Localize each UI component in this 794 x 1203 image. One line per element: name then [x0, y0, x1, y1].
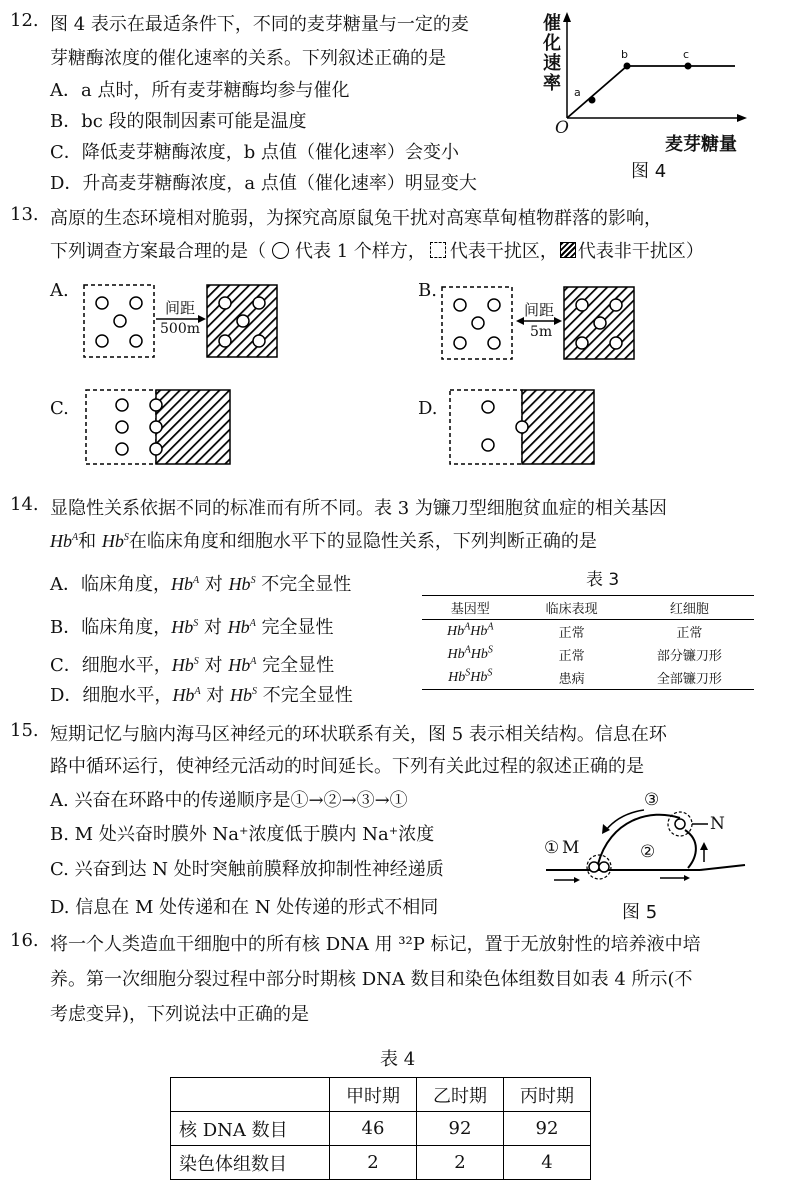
fig5-label-1: ①	[544, 838, 560, 858]
q12-option-b: B．bc 段的限制因素可能是温度	[50, 111, 307, 132]
q14-a-end: 不完全显性	[255, 574, 352, 595]
q14-option-b	[50, 613, 334, 639]
fig5-caption: 图 5	[622, 902, 658, 923]
q13-stem-line1: 高原的生态环境相对脆弱，为探究高原鼠兔干扰对高寒草甸植物群落的影响，	[50, 208, 662, 229]
fig4-caption: 图 4	[631, 161, 667, 182]
table4-cell: 92	[504, 1112, 591, 1146]
q14-number: 14.	[10, 494, 39, 515]
fig5-label-N: N	[710, 814, 725, 834]
q14-option-a	[50, 570, 351, 596]
q14-stem-line2-end: 在临床角度和细胞水平下的显隐性关系，下列判断正确的是	[128, 531, 597, 552]
q14-a-allele1: A	[193, 575, 200, 586]
table3-genotype-cell: $Hb^SHb^S$	[422, 666, 518, 690]
q15-stem-line2: 路中循环运行，使神经元活动的时间延长。下列有关此过程的叙述正确的是	[50, 756, 644, 777]
table-3	[422, 595, 754, 690]
q14-c-allele1: S	[193, 656, 199, 667]
table3-cell: 正常	[558, 649, 585, 664]
q15-option-b: B. M 处兴奋时膜外 Na⁺浓度低于膜内 Na⁺浓度	[50, 824, 435, 845]
table-row	[171, 1146, 591, 1180]
table4-cell: 2	[330, 1146, 417, 1180]
table4-row-label: 染色体组数目	[171, 1146, 330, 1180]
q12-stem-line1: 图 4 表示在最适条件下，不同的麦芽糖量与一定的麦	[50, 14, 469, 35]
legend-circle-text: 代表 1 个样方，	[295, 241, 426, 262]
table-row	[171, 1078, 591, 1112]
q14-c-gene2: Hb	[228, 655, 251, 675]
table-3-caption: 表 3	[586, 570, 620, 590]
q13-option-c-figure	[82, 388, 242, 468]
table4-cell: 2	[417, 1146, 504, 1180]
q13-a-distance-label: 间距	[165, 299, 196, 317]
q13-b-distance-label: 间距	[524, 301, 555, 319]
table3-cell: 正常	[558, 626, 585, 641]
legend-dashed-text: 代表干扰区，	[449, 241, 558, 262]
q14-d-allele1: A	[194, 686, 201, 697]
q14-c-label: C．细胞水平，	[50, 655, 172, 676]
q14-d-end: 不完全显性	[257, 685, 353, 706]
q14-stem-line1: 显隐性关系依据不同的标准而有所不同。表 3 为镰刀型细胞贫血症的相关基因	[50, 498, 667, 519]
q14-a-gene1: Hb	[171, 574, 193, 594]
table3-header-rbc: 红细胞	[625, 596, 754, 620]
q14-option-d	[50, 681, 353, 707]
legend-dashed-icon	[430, 242, 446, 258]
q13-stem-line2-text: 下列调查方案最合理的是（	[50, 241, 266, 262]
table-4	[170, 1077, 591, 1180]
q14-d-allele2: S	[252, 686, 257, 697]
q13-stem-line2	[50, 237, 704, 263]
q15-option-a: A. 兴奋在环路中的传递顺序是①→②→③→①	[50, 790, 408, 811]
table3-genotype-cell: $Hb^AHb^S$	[447, 643, 493, 662]
table3-header-clinical: 临床表现	[518, 596, 624, 620]
fig4-point-c: c	[683, 48, 690, 61]
q14-b-allele2: A	[249, 618, 256, 629]
q16-stem-line1: 将一个人类造血干细胞中的所有核 DNA 用 ³²P 标记，置于无放射性的培养液中培	[50, 934, 701, 955]
q14-a-label: A．临床角度，	[50, 574, 171, 595]
q14-b-allele1: S	[193, 618, 199, 629]
table4-cell: 46	[330, 1112, 417, 1146]
table3-genotype-cell: $Hb^AHb^A$	[446, 620, 494, 639]
table4-row-label: 核 DNA 数目	[171, 1112, 330, 1146]
q14-stem-and: 和	[78, 531, 97, 552]
q16-stem-line2: 养。第一次细胞分裂过程中部分时期核 DNA 数目和染色体组数目如表 4 所示(不	[50, 969, 693, 990]
q15-option-c: C. 兴奋到达 N 处时突触前膜释放抑制性神经递质	[50, 859, 444, 880]
q13-option-b-label: B.	[418, 280, 437, 301]
q13-option-d-figure	[448, 388, 608, 468]
q14-b-end: 完全显性	[255, 617, 334, 638]
q14-c-mid: 对	[198, 655, 229, 676]
table4-cell: 92	[417, 1112, 504, 1146]
q14-d-label: D．细胞水平，	[50, 685, 173, 706]
legend-circle-icon	[272, 242, 289, 259]
q13-b-distance-value: 5m	[530, 324, 553, 340]
q12-number: 12.	[10, 10, 39, 31]
q12-option-a: A．a 点时，所有麦芽糖酶均参与催化	[50, 80, 350, 101]
table-row	[422, 643, 754, 666]
q14-b-label: B．临床角度，	[50, 617, 172, 638]
table-row	[422, 666, 754, 690]
table3-cell: 患病	[518, 666, 624, 690]
table4-cell: 4	[504, 1146, 591, 1180]
table3-cell: 正常	[676, 626, 703, 641]
table4-header-bing: 丙时期	[504, 1078, 591, 1112]
fig4-point-b: b	[621, 48, 628, 61]
q12-stem-line2: 芽糖酶浓度的催化速率的关系。下列叙述正确的是	[50, 48, 446, 69]
table3-cell: 部分镰刀形	[656, 649, 722, 664]
q13-a-distance-value: 500m	[160, 321, 200, 337]
figure-4	[535, 8, 775, 183]
q14-d-gene2: Hb	[230, 685, 252, 705]
q14-b-gene2: Hb	[227, 617, 250, 637]
fig5-label-M: M	[562, 838, 580, 858]
q14-a-allele2: S	[250, 575, 256, 586]
fig4-x-label: 麦芽糖量	[665, 134, 737, 155]
table-row	[422, 620, 754, 644]
table4-header-blank	[171, 1078, 330, 1112]
q14-d-mid: 对	[200, 685, 230, 706]
q13-option-d-label: D.	[418, 398, 438, 419]
table-row	[171, 1112, 591, 1146]
q15-stem-line1: 短期记忆与脑内海马区神经元的环状联系有关，图 5 表示相关结构。信息在环	[50, 724, 667, 745]
table3-cell: 全部镰刀形	[625, 666, 754, 690]
table4-header-jia: 甲时期	[330, 1078, 417, 1112]
table-4-caption: 表 4	[380, 1049, 416, 1070]
q13-option-a-label: A.	[50, 280, 69, 301]
q14-c-gene1: Hb	[171, 655, 194, 675]
q16-stem-line3: 考虑变异)，下列说法中正确的是	[50, 1004, 310, 1025]
q15-number: 15.	[10, 720, 39, 741]
q14-a-gene2: Hb	[228, 574, 251, 594]
fig5-label-2: ②	[640, 842, 656, 862]
q14-b-gene1: Hb	[171, 617, 194, 637]
q16-number: 16.	[10, 930, 39, 951]
q15-option-d: D. 信息在 M 处传递和在 N 处传递的形式不相同	[50, 897, 439, 918]
q14-c-allele2: A	[250, 656, 257, 667]
fig4-point-a: a	[574, 86, 581, 99]
q12-option-d: D．升高麦芽糖酶浓度，a 点值（催化速率）明显变大	[50, 173, 477, 194]
legend-hatched-icon	[560, 242, 576, 258]
q14-c-end: 完全显性	[256, 655, 335, 676]
q14-option-c	[50, 651, 334, 677]
fig4-origin: O	[555, 118, 569, 138]
figure-5	[540, 790, 780, 925]
q13-option-c-label: C.	[50, 398, 69, 419]
q12-option-c: C．降低麦芽糖酶浓度，b 点值（催化速率）会变小	[50, 142, 460, 163]
table3-header-genotype: 基因型	[422, 596, 518, 620]
q14-a-mid: 对	[199, 574, 229, 595]
table4-header-yi: 乙时期	[417, 1078, 504, 1112]
fig4-y-label: 催化速率	[543, 13, 561, 94]
legend-hatched-text: 代表非干扰区）	[577, 241, 704, 262]
q14-stem-line2: $Hb^A$和 $Hb^S$在临床角度和细胞水平下的显隐性关系，下列判断正确的是	[50, 531, 597, 552]
fig5-label-3: ③	[644, 790, 660, 810]
q13-number: 13.	[10, 204, 39, 225]
q14-d-gene1: Hb	[172, 685, 195, 705]
q14-b-mid: 对	[198, 617, 228, 638]
